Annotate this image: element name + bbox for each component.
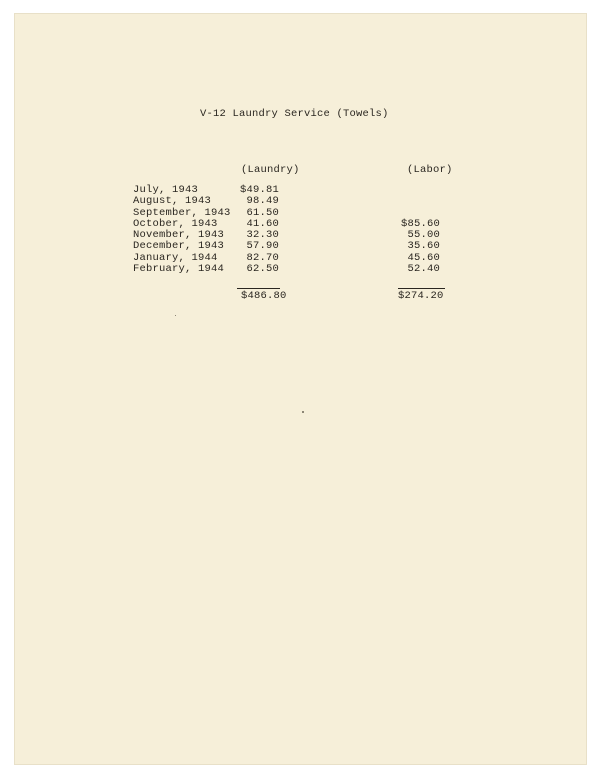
paper-speck <box>175 315 176 316</box>
laundry-column-header: (Laundry) <box>241 164 300 176</box>
table-row <box>14 264 587 275</box>
laundry-cell: 62.50 <box>246 263 279 276</box>
expense-table <box>14 185 587 275</box>
month-cell: December, 1943 <box>133 240 225 253</box>
paper-speck <box>302 411 304 413</box>
labor-cell: 52.40 <box>407 263 440 276</box>
labor-cell: 55.00 <box>407 229 440 242</box>
labor-cell: 35.60 <box>407 240 440 253</box>
table-row <box>14 230 587 241</box>
laundry-total: $486.80 <box>241 290 287 302</box>
month-cell: August, 1943 <box>133 195 212 208</box>
table-row <box>14 208 587 219</box>
month-cell: February, 1944 <box>133 263 225 276</box>
laundry-cell: 61.50 <box>246 206 279 219</box>
laundry-cell: $49.81 <box>239 184 279 196</box>
labor-cell: 45.60 <box>407 251 440 264</box>
labor-column-header: (Labor) <box>407 164 453 176</box>
month-cell: November, 1943 <box>133 229 225 242</box>
table-row <box>14 196 587 207</box>
laundry-cell: 82.70 <box>246 251 279 264</box>
month-cell: September, 1943 <box>133 206 231 219</box>
table-row <box>14 253 587 264</box>
laundry-cell: 98.49 <box>246 195 279 208</box>
labor-cell: $85.60 <box>400 217 440 230</box>
document-title: V-12 Laundry Service (Towels) <box>200 108 389 120</box>
document-page <box>14 13 587 765</box>
month-cell: July, 1943 <box>133 184 199 196</box>
table-row <box>14 241 587 252</box>
labor-total-rule <box>398 288 445 289</box>
labor-total: $274.20 <box>398 290 444 302</box>
month-cell: October, 1943 <box>133 217 218 230</box>
laundry-cell: 57.90 <box>246 240 279 253</box>
laundry-total-rule <box>237 288 280 289</box>
table-row <box>14 219 587 230</box>
month-cell: January, 1944 <box>133 251 218 264</box>
table-row <box>14 185 587 196</box>
laundry-cell: 41.60 <box>246 217 279 230</box>
laundry-cell: 32.30 <box>246 229 279 242</box>
